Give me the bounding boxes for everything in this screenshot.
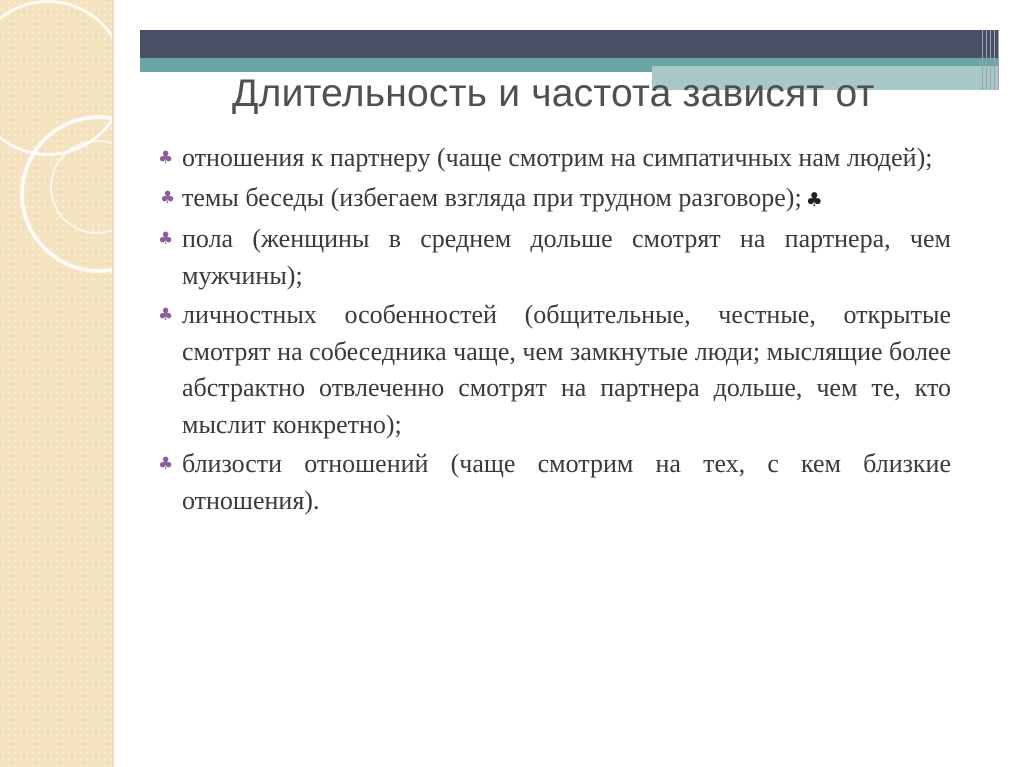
bullet-item (158, 140, 951, 177)
club-bullet-icon: ♣ (160, 187, 176, 208)
club-bullet-icon: ♣ (158, 148, 174, 168)
bullet-item (158, 180, 951, 219)
bullet-text: личностных особенностей (общительные, честные, открытые смотрят на собеседника чаще, чем замкнутые люди; мыслящие более абстрактно отвлеченно смотрят на партнера дольше, чем те, кто мыслит конкретно); (182, 300, 951, 439)
bullet-text: близости отношений (чаще смотрим на тех, с кем близкие отношения). (182, 449, 951, 515)
club-icon: ♣ (805, 188, 823, 211)
bullet-item (158, 221, 951, 294)
decorative-side-panel (0, 0, 112, 767)
slide-title: Длительность и частота зависят от (232, 72, 875, 115)
bullet-item (158, 297, 951, 443)
bullet-text: пола (женщины в среднем дольше смотрят на партнера, чем мужчины); (182, 224, 951, 290)
header-stripes (982, 30, 1002, 90)
bullet-list (158, 140, 951, 522)
side-panel-edge (112, 0, 115, 767)
bullet-text: отношения к партнеру (чаще смотрим на симпатичных нам людей); (182, 143, 933, 172)
club-bullet-icon: ♣ (158, 454, 174, 474)
bullet-text: темы беседы (избегаем взгляда при трудном разговоре); (182, 182, 802, 212)
club-bullet-icon: ♣ (158, 229, 174, 249)
bullet-item (158, 446, 951, 519)
club-bullet-icon: ♣ (158, 305, 174, 325)
